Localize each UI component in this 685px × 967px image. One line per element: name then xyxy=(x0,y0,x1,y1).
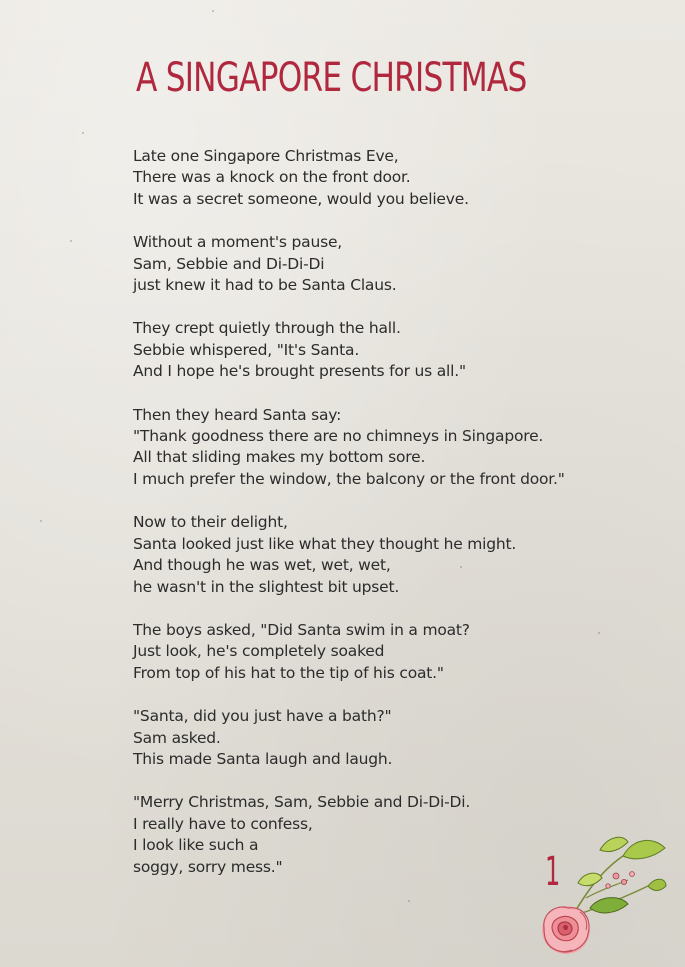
poem-stanza xyxy=(133,232,603,296)
page-title: A SINGAPORE CHRISTMAS xyxy=(136,55,527,101)
poem-line: Sebbie whispered, "It's Santa. xyxy=(133,340,360,359)
poem-line: Without a moment's pause, xyxy=(133,233,343,252)
poem-line: I look like such a xyxy=(133,836,259,855)
poem-line: Now to their delight, xyxy=(133,513,288,532)
poem-stanza xyxy=(133,405,603,491)
paper-speck xyxy=(408,900,410,902)
poem-line: From top of his hat to the tip of his coat." xyxy=(133,663,444,682)
poem-line: They crept quietly through the hall. xyxy=(133,319,401,338)
poem-line: This made Santa laugh and laugh. xyxy=(133,749,393,768)
poem-line: he wasn't in the slightest bit upset. xyxy=(133,577,400,596)
paper-speck xyxy=(212,10,214,12)
poem-stanza xyxy=(133,706,603,770)
poem-line: "Thank goodness there are no chimneys in Singapore. xyxy=(133,427,544,446)
poem xyxy=(133,146,603,900)
paper-speck xyxy=(70,240,72,242)
poem-line: Santa looked just like what they thought he might. xyxy=(133,534,517,553)
poem-line: There was a knock on the front door. xyxy=(133,168,411,187)
paper-speck xyxy=(82,132,84,134)
paper-speck xyxy=(40,520,42,522)
poem-line: And I hope he's brought presents for us all." xyxy=(133,362,466,381)
poem-line: "Merry Christmas, Sam, Sebbie and Di-Di-Di. xyxy=(133,793,471,812)
poem-stanza xyxy=(133,512,603,598)
poem-line: I much prefer the window, the balcony or the front door." xyxy=(133,469,565,488)
poem-line: just knew it had to be Santa Claus. xyxy=(133,276,397,295)
poem-stanza xyxy=(133,318,603,382)
poem-line: Late one Singapore Christmas Eve, xyxy=(133,147,399,165)
poem-line: soggy, sorry mess." xyxy=(133,857,283,876)
poem-line: It was a secret someone, would you believe. xyxy=(133,189,469,208)
poem-line: Then they heard Santa say: xyxy=(133,405,342,424)
poem-line: All that sliding makes my bottom sore. xyxy=(133,448,426,467)
poem-line: The boys asked, "Did Santa swim in a moat? xyxy=(133,620,470,639)
poem-stanza xyxy=(133,146,603,210)
poem-line: Sam, Sebbie and Di-Di-Di xyxy=(133,254,325,273)
poem-line: And though he was wet, wet, wet, xyxy=(133,556,391,575)
poem-line: Sam asked. xyxy=(133,728,221,747)
poem-stanza xyxy=(133,620,603,684)
page-number: 1 xyxy=(545,849,561,895)
poem-line: "Santa, did you just have a bath?" xyxy=(133,707,392,726)
poem-line: I really have to confess, xyxy=(133,814,313,833)
poem-line: Just look, he's completely soaked xyxy=(133,642,385,661)
